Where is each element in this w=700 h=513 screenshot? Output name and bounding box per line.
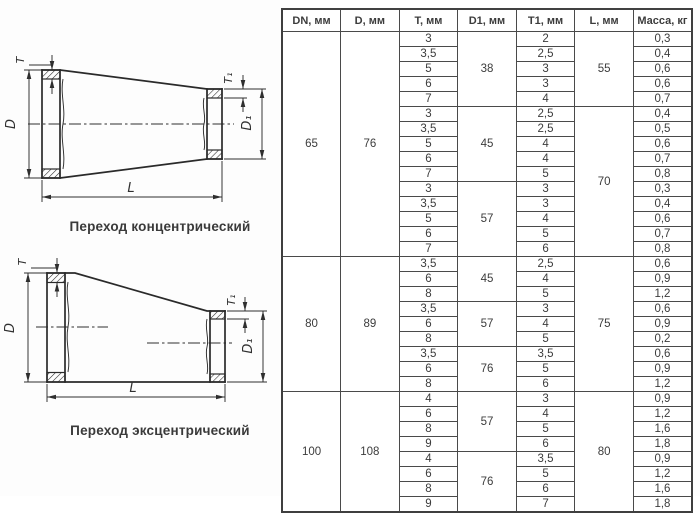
table-cell: 45 (458, 257, 517, 302)
table-cell: 6 (516, 482, 575, 497)
dim-label-d1: D₁ (241, 338, 256, 354)
table-cell: 1,8 (633, 497, 692, 513)
table-cell: 4 (516, 152, 575, 167)
table-cell: 6 (399, 272, 458, 287)
table-cell: 6 (399, 317, 458, 332)
table-cell: 6 (516, 377, 575, 392)
table-cell: 1,2 (633, 287, 692, 302)
table-cell: 1,2 (633, 377, 692, 392)
dim-label-d: D (4, 118, 19, 130)
table-cell: 3 (399, 32, 458, 47)
body-outline (47, 273, 225, 382)
table-cell: 6 (399, 467, 458, 482)
table-cell: 80 (575, 392, 634, 513)
table-row (282, 257, 692, 272)
table-cell: 0,4 (633, 47, 692, 62)
table-cell: 1,2 (633, 467, 692, 482)
table-cell: 5 (516, 227, 575, 242)
table-cell: 8 (399, 377, 458, 392)
table-cell: 8 (399, 422, 458, 437)
dim-label-l: L (129, 381, 137, 396)
table-cell: 108 (341, 392, 400, 513)
table-cell: 57 (458, 302, 517, 347)
table-cell: 38 (458, 32, 517, 107)
table-cell: 3,5 (399, 347, 458, 362)
dim-label-t1: T₁ (225, 294, 238, 306)
table-cell: 3 (399, 107, 458, 122)
table-cell: 57 (458, 182, 517, 257)
table-cell: 3 (516, 182, 575, 197)
table-cell: 80 (282, 257, 341, 392)
table-cell: 7 (399, 242, 458, 257)
table-cell: 0,8 (633, 167, 692, 182)
table-cell: 7 (399, 167, 458, 182)
table-cell: 2,5 (516, 257, 575, 272)
table-cell: 9 (399, 437, 458, 452)
table-cell: 45 (458, 107, 517, 182)
concentric-reducer-drawing (0, 0, 280, 212)
table-cell: 2,5 (516, 107, 575, 122)
table-row (282, 392, 692, 407)
table-cell: 3 (516, 302, 575, 317)
table-head-row (282, 9, 692, 32)
table-cell: 2 (516, 32, 575, 47)
table-cell: 0,9 (633, 272, 692, 287)
column-header: Масса, кг (633, 9, 692, 32)
table-cell: 4 (516, 317, 575, 332)
table-cell: 0,4 (633, 197, 692, 212)
dim-label-t1: T₁ (222, 72, 235, 84)
table-cell: 5 (516, 287, 575, 302)
table-cell: 1,8 (633, 437, 692, 452)
wall-section-hatch (47, 273, 225, 382)
table-cell: 5 (516, 362, 575, 377)
table-cell: 3 (516, 197, 575, 212)
table-cell: 5 (399, 62, 458, 77)
table-cell: 4 (399, 452, 458, 467)
table-cell: 3,5 (516, 347, 575, 362)
figure-caption-concentric: Переход концентрический (69, 219, 251, 234)
table-cell: 0,9 (633, 362, 692, 377)
table-cell: 75 (575, 257, 634, 392)
dim-label-d: D (3, 322, 18, 334)
table-cell: 0,6 (633, 212, 692, 227)
table-cell: 4 (516, 407, 575, 422)
table-cell: 57 (458, 392, 517, 452)
column-header: L, мм (575, 9, 634, 32)
table-cell: 1,2 (633, 407, 692, 422)
table-cell: 2,5 (516, 122, 575, 137)
table-cell: 5 (399, 212, 458, 227)
table-cell: 0,7 (633, 227, 692, 242)
table-cell: 0,9 (633, 392, 692, 407)
table-cell: 1,6 (633, 482, 692, 497)
table-cell: 5 (516, 167, 575, 182)
table-cell: 4 (399, 392, 458, 407)
table-row (282, 32, 692, 47)
table-cell: 89 (341, 257, 400, 392)
table-cell: 3,5 (399, 302, 458, 317)
table-cell: 6 (516, 437, 575, 452)
table-cell: 6 (399, 152, 458, 167)
break-line (206, 319, 207, 374)
table-cell: 6 (399, 362, 458, 377)
table-cell: 4 (516, 137, 575, 152)
table-cell: 76 (341, 32, 400, 257)
table-cell: 76 (458, 347, 517, 392)
column-header: T, мм (399, 9, 458, 32)
column-header: T1, мм (516, 9, 575, 32)
table-cell: 8 (399, 332, 458, 347)
table-cell: 0,6 (633, 347, 692, 362)
column-header: D, мм (341, 9, 400, 32)
table-cell: 4 (516, 212, 575, 227)
table-cell: 0,6 (633, 257, 692, 272)
table-cell: 4 (516, 92, 575, 107)
table-cell: 3,5 (399, 47, 458, 62)
dim-label-t: T (16, 258, 29, 266)
table-cell: 3,5 (399, 122, 458, 137)
table-cell: 65 (282, 32, 341, 257)
column-header: D1, мм (458, 9, 517, 32)
table-cell: 9 (399, 497, 458, 513)
table-cell: 5 (399, 137, 458, 152)
table-cell: 0,9 (633, 452, 692, 467)
table-cell: 55 (575, 32, 634, 107)
table-cell: 8 (399, 482, 458, 497)
table-cell: 0,3 (633, 32, 692, 47)
table-cell: 76 (458, 452, 517, 513)
table-cell: 5 (516, 467, 575, 482)
table-cell: 6 (399, 77, 458, 92)
table-cell: 3,5 (516, 452, 575, 467)
table-cell: 5 (516, 422, 575, 437)
table-cell: 0,3 (633, 182, 692, 197)
table-cell: 70 (575, 107, 634, 257)
table-cell: 3 (516, 77, 575, 92)
table-cell: 4 (516, 272, 575, 287)
dim-label-d1: D₁ (240, 115, 255, 131)
table-cell: 100 (282, 392, 341, 513)
table-cell: 0,6 (633, 62, 692, 77)
table-cell: 6 (399, 227, 458, 242)
table-cell: 6 (399, 407, 458, 422)
table-cell: 0,7 (633, 92, 692, 107)
table-cell: 3 (516, 392, 575, 407)
dim-label-l: L (127, 181, 135, 196)
table-cell: 0,4 (633, 107, 692, 122)
table-cell: 8 (399, 287, 458, 302)
table-cell: 3 (516, 62, 575, 77)
table-cell: 3,5 (399, 257, 458, 272)
table-cell: 5 (516, 332, 575, 347)
table-cell: 7 (399, 92, 458, 107)
table-cell: 0,6 (633, 77, 692, 92)
column-header: DN, мм (282, 9, 341, 32)
table-cell: 6 (516, 242, 575, 257)
dimensions-table-wrapper (281, 8, 693, 513)
table-cell: 0,6 (633, 302, 692, 317)
table-cell: 0,7 (633, 152, 692, 167)
eccentric-reducer-drawing (0, 248, 280, 406)
dimensions-table (281, 8, 693, 513)
table-cell: 3,5 (399, 197, 458, 212)
table-cell: 1,6 (633, 422, 692, 437)
table-cell: 3 (399, 182, 458, 197)
table-cell: 2,5 (516, 47, 575, 62)
table-cell: 0,5 (633, 122, 692, 137)
figure-caption-eccentric: Переход эксцентрический (70, 423, 250, 438)
table-cell: 0,8 (633, 242, 692, 257)
table-cell: 0,6 (633, 137, 692, 152)
table-cell: 0,2 (633, 332, 692, 347)
table-cell: 7 (516, 497, 575, 513)
table-cell: 0,9 (633, 317, 692, 332)
dim-label-t: T (14, 56, 27, 64)
